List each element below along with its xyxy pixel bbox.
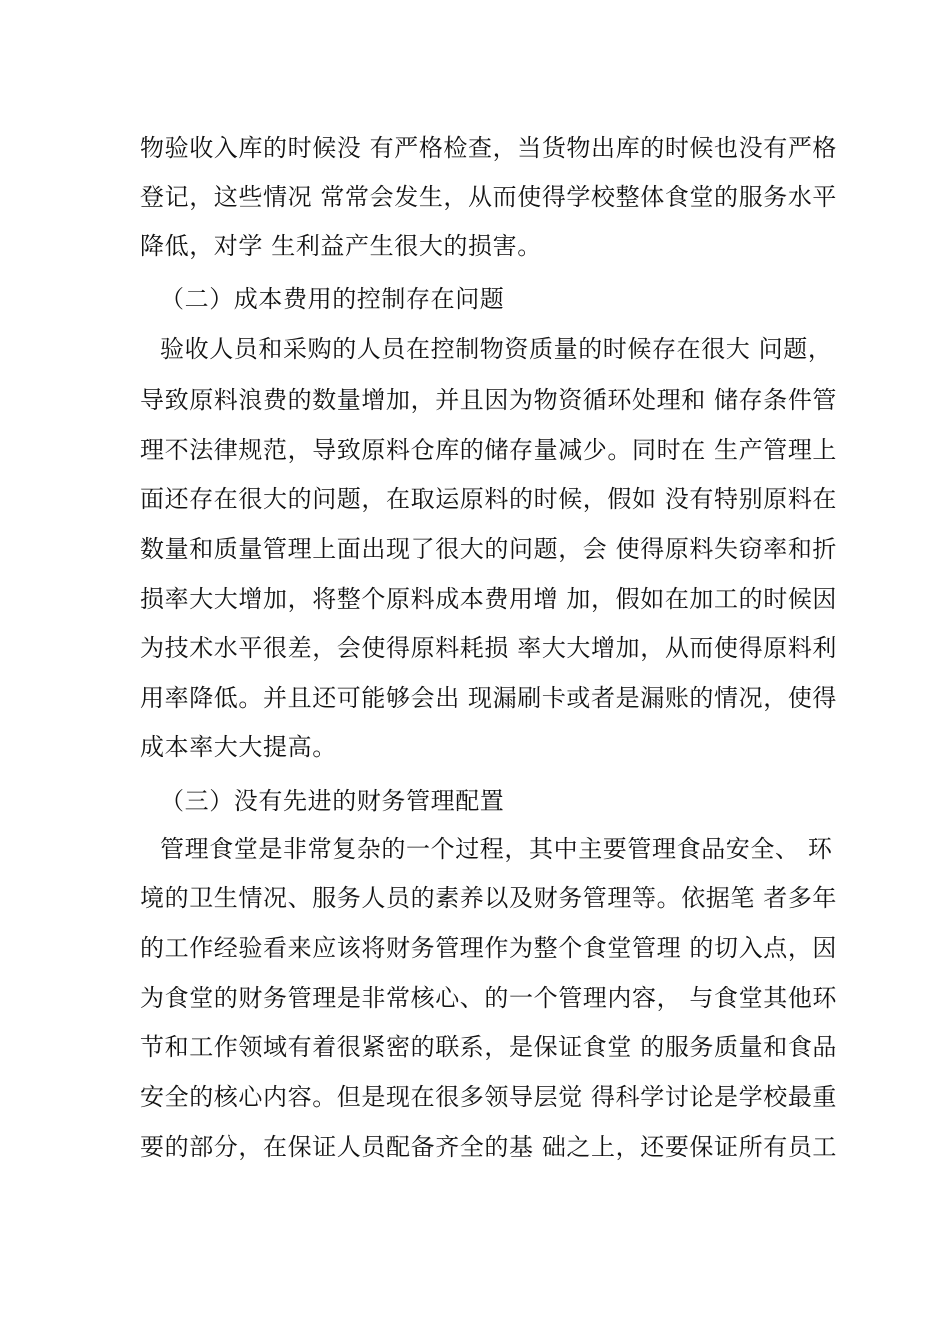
text-line: 数量和质量管理上面出现了很大的问题，会 使得原料失窃率和折 <box>140 535 838 563</box>
text-line: 为技术水平很差，会使得原料耗损 率大大增加，从而使得原料利 <box>140 634 838 662</box>
section-heading: （三）没有先进的财务管理配置 <box>160 787 505 815</box>
text-line: 的工作经验看来应该将财务管理作为整个食堂管理 的切入点，因 <box>140 934 838 962</box>
text-line: 节和工作领域有着很紧密的联系，是保证食堂 的服务质量和食品 <box>140 1033 838 1061</box>
text-line: 登记，这些情况 常常会发生，从而使得学校整体食堂的服务水平 <box>140 183 838 211</box>
text-line: 为食堂的财务管理是非常核心、的一个管理内容， 与食堂其他环 <box>140 984 838 1012</box>
section-heading: （二）成本费用的控制存在问题 <box>160 285 505 313</box>
text-line: 面还存在很大的问题，在取运原料的时候，假如 没有特别原料在 <box>140 485 838 513</box>
text-line: 管理食堂是非常复杂的一个过程，其中主要管理食品安全、 环 <box>160 835 833 863</box>
text-line: 境的卫生情况、服务人员的素养以及财务管理等。依据笔 者多年 <box>140 884 838 912</box>
text-line: 导致原料浪费的数量增加，并且因为物资循环处理和 储存条件管 <box>140 386 838 414</box>
text-line: 损率大大增加，将整个原料成本费用增 加，假如在加工的时候因 <box>140 585 838 613</box>
text-line: 安全的核心内容。但是现在很多领导层觉 得科学讨论是学校最重 <box>140 1083 838 1111</box>
text-line: 用率降低。并且还可能够会出 现漏刷卡或者是漏账的情况，使得 <box>140 684 838 712</box>
text-line: 验收人员和采购的人员在控制物资质量的时候存在很大 问题， <box>160 335 833 363</box>
text-line: 物验收入库的时候没 有严格检查，当货物出库的时候也没有严格 <box>140 134 838 162</box>
text-line: 要的部分，在保证人员配备齐全的基 础之上，还要保证所有员工 <box>140 1133 838 1161</box>
text-line: 降低，对学 生利益产生很大的损害。 <box>140 232 542 260</box>
text-line: 成本率大大提高。 <box>140 733 337 761</box>
text-line: 理不法律规范，导致原料仓库的储存量减少。同时在 生产管理上 <box>140 436 838 464</box>
